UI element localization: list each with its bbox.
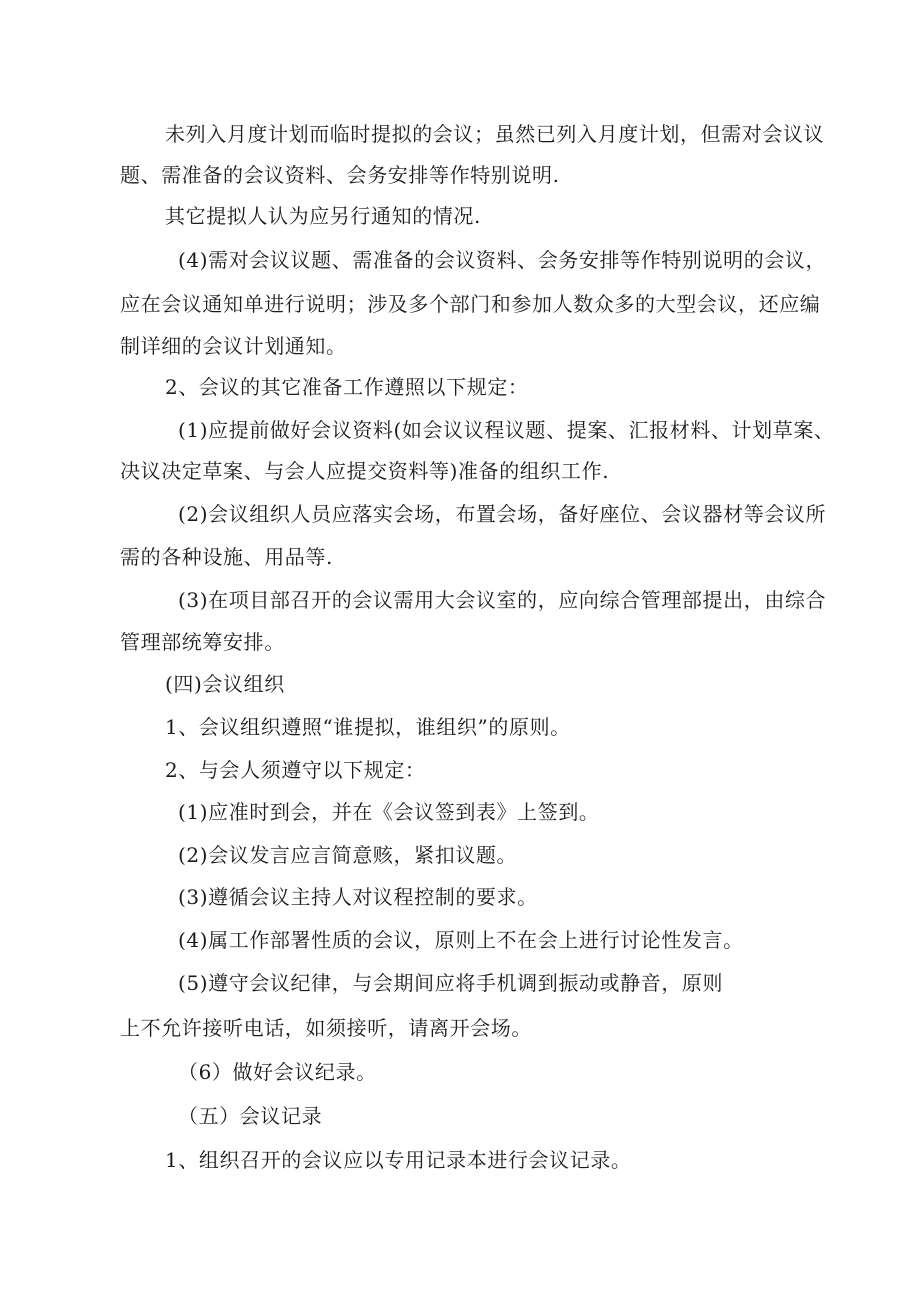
paragraph-line: 需的各种设施、用品等.	[120, 545, 333, 569]
paragraph-line: 上不允许接听电话，如须接听，请离开会场。	[120, 1016, 532, 1040]
paragraph-line: 2、会议的其它准备工作遵照以下规定：	[165, 375, 529, 399]
section-heading: （五）会议记录	[178, 1104, 323, 1128]
paragraph-line: 管理部统筹安排。	[120, 630, 285, 654]
list-item: (3)遵循会议主持人对议程控制的要求。	[178, 885, 538, 909]
list-item: (2)会议发言应言简意赅，紧扣议题。	[178, 843, 518, 867]
paragraph-line: 题、需准备的会议资料、会务安排等作特别说明.	[120, 163, 560, 187]
paragraph-line: 1、会议组织遵照“谁提拟，谁组织”的原则。	[165, 715, 571, 739]
paragraph-line: 其它提拟人认为应另行通知的情况.	[165, 204, 481, 228]
paragraph-line: 1、组织召开的会议应以专用记录本进行会议记录。	[165, 1148, 632, 1172]
paragraph-line: 决议决定草案、与会人应提交资料等)准备的组织工作.	[120, 459, 610, 483]
paragraph-line: (3)在项目部召开的会议需用大会议室的，应向综合管理部提出，由综合	[178, 588, 827, 612]
paragraph-line: (1)应提前做好会议资料(如会议议程议题、提案、汇报材料、计划草案、	[178, 418, 835, 442]
paragraph-line: 制详细的会议计划通知。	[120, 334, 347, 358]
paragraph-line: (2)会议组织人员应落实会场，布置会场，备好座位、会议器材等会议所	[178, 502, 827, 526]
list-item: (1)应准时到会，并在《会议签到表》上签到。	[178, 800, 600, 824]
list-item: （6）做好会议纪录。	[178, 1060, 377, 1084]
paragraph-line: 应在会议通知单进行说明；涉及多个部门和参加人数众多的大型会议，还应编	[120, 292, 821, 316]
section-heading: (四)会议组织	[165, 672, 285, 696]
paragraph-line: 2、与会人须遵守以下规定：	[165, 758, 426, 782]
list-item: (5)遵守会议纪律，与会期间应将手机调到振动或静音，原则	[178, 971, 724, 995]
paragraph-line: 未列入月度计划而临时提拟的会议；虽然已列入月度计划，但需对会议议	[165, 122, 825, 146]
list-item: (4)属工作部署性质的会议，原则上不在会上进行讨论性发言。	[178, 928, 744, 952]
paragraph-line: (4)需对会议议题、需准备的会议资料、会务安排等作特别说明的会议，	[178, 248, 827, 272]
